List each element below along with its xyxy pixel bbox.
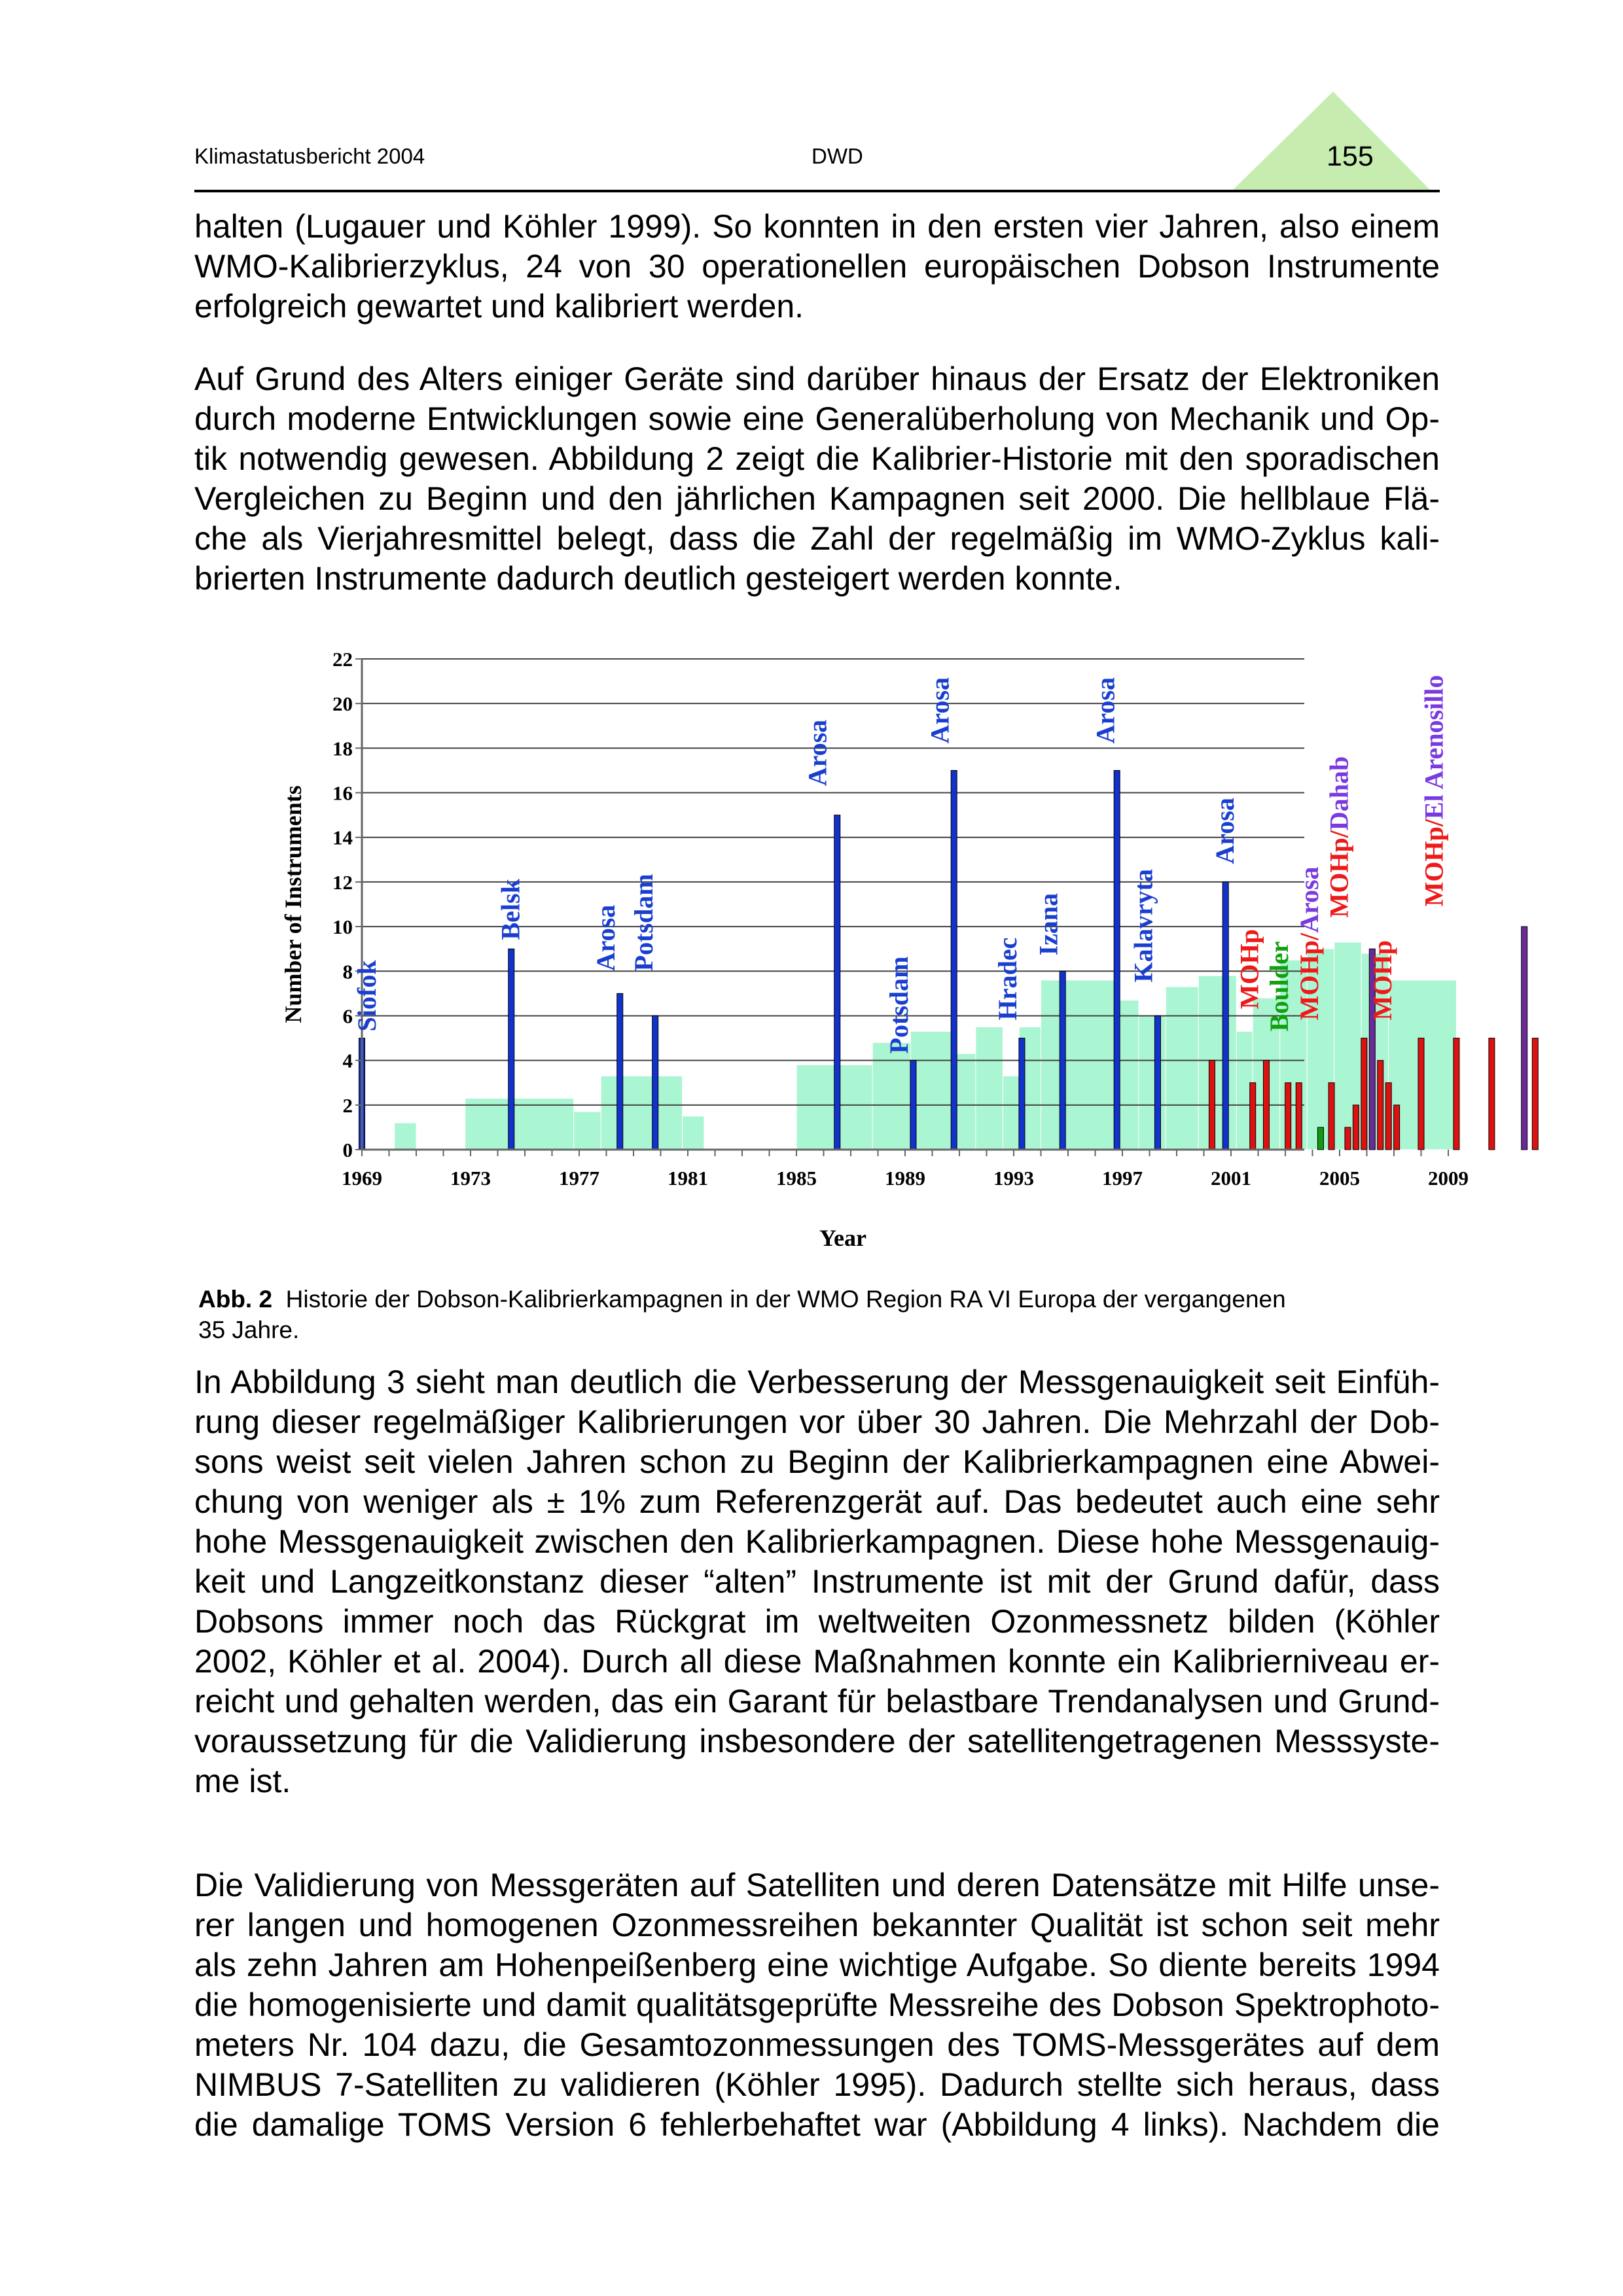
text-line: WMO-Kalibrierzyklus, 24 von 30 operationellen europäischen Dobson Instrumente: [194, 248, 1440, 285]
header-left: Klimastatusbericht 2004: [194, 144, 425, 168]
annotation-label: Potsdam: [884, 956, 914, 1054]
mean-area-segment: [601, 1076, 682, 1150]
text-line: hohe Messgenauigkeit zwischen den Kalibrierkampagnen. Diese hohe Messgenauig-: [194, 1523, 1440, 1560]
text-line: voraussetzung für die Validierung insbesondere der satellitengetragenen Messsyste-: [194, 1723, 1440, 1759]
bar-red: [1454, 1038, 1459, 1150]
bar-blue: [951, 770, 957, 1150]
text-line: che als Vierjahresmittel belegt, dass die Zahl der regelmäßig im WMO-Zyklus kali-: [194, 520, 1440, 557]
y-tick-label: 20: [332, 692, 353, 716]
y-tick-label: 10: [332, 915, 353, 939]
bar-red: [1489, 1038, 1495, 1150]
text-line: rer langen und homogenen Ozonmessreihen bekannter Qualität ist schon seit mehr: [194, 1907, 1440, 1943]
bar-blue: [910, 1061, 916, 1150]
y-tick-label: 0: [342, 1139, 353, 1161]
mean-area-segment: [1041, 980, 1117, 1150]
text-line: erfolgreich gewartet und kalibriert werden.: [194, 288, 804, 325]
bar-blue: [617, 993, 623, 1150]
bar-red: [1394, 1105, 1400, 1150]
mean-area-segment: [910, 1031, 954, 1150]
text-line: Auf Grund des Alters einiger Geräte sind darüber hinaus der Ersatz der Elektroniken: [194, 361, 1440, 397]
annotation-label: Arosa: [590, 904, 620, 972]
y-tick-label: 6: [342, 1004, 353, 1028]
annotation-part: Dahab: [1324, 756, 1354, 831]
bar-red: [1532, 1038, 1538, 1150]
bar-blue: [1019, 1038, 1025, 1150]
bar-blue: [508, 949, 514, 1150]
mean-area-segment: [1166, 987, 1198, 1150]
mean-area-segment: [395, 1123, 416, 1150]
y-tick-label: 4: [342, 1049, 353, 1072]
x-tick-label: 1985: [776, 1167, 817, 1190]
x-tick-label: 2009: [1428, 1167, 1469, 1190]
text-line: Vergleichen zu Beginn und den jährlichen Kampagnen seit 2000. Die hellblaue Flä-: [194, 480, 1440, 517]
y-tick-label: 16: [332, 781, 353, 805]
x-tick-label: 1997: [1102, 1167, 1143, 1190]
annotation-label: Belsk: [495, 879, 526, 940]
page-number: 155: [1327, 141, 1374, 172]
text-line: In Abbildung 3 sieht man deutlich die Verbesserung der Messgenauigkeit seit Einfüh-: [194, 1364, 1440, 1400]
y-tick-label: 14: [332, 826, 353, 849]
caption-line-2: 35 Jahre.: [198, 1316, 300, 1343]
annotation-label: Arosa: [925, 677, 955, 744]
annotation-label: Hradec: [993, 937, 1023, 1021]
y-tick-label: 12: [332, 870, 353, 894]
text-line: chung von weniger als ± 1% zum Referenzgerät auf. Das bedeutet auch eine sehr: [194, 1483, 1440, 1520]
annotation-label: Arosa: [1210, 798, 1240, 864]
bar-red: [1250, 1083, 1256, 1150]
text-line: brierten Instrumente dadurch deutlich gesteigert werden konnte.: [194, 560, 1122, 597]
x-tick-label: 1977: [559, 1167, 599, 1190]
bar-red: [1361, 1038, 1367, 1150]
y-tick-label: 2: [342, 1093, 353, 1117]
header-center: DWD: [812, 144, 863, 168]
mean-area-segment: [872, 1042, 910, 1150]
x-tick-label: 1969: [342, 1167, 382, 1190]
bar-red: [1353, 1105, 1359, 1150]
paragraph-3: [194, 1362, 1440, 1801]
mean-area-segment: [683, 1116, 704, 1150]
text-line: keit und Langzeitkonstanz dieser “alten” Instrumente ist mit der Grund dafür, dass: [194, 1563, 1440, 1600]
mean-area-segment: [976, 1027, 1003, 1150]
y-axis-title: Number of Instruments: [280, 785, 306, 1023]
bar-red: [1345, 1127, 1351, 1150]
text-line: die damalige TOMS Version 6 fehlerbehaftet war (Abbildung 4 links). Nachdem die: [194, 2106, 1440, 2143]
bar-blue: [834, 815, 840, 1150]
annotation-label: Potsdam: [629, 874, 659, 972]
text-line: tik notwendig gewesen. Abbildung 2 zeigt die Kalibrier-Historie mit den sporadischen: [194, 440, 1440, 477]
paragraph-4: [194, 1865, 1440, 2145]
y-tick-label: 8: [342, 960, 353, 983]
annotation-part: MOHp/: [1324, 830, 1354, 918]
caption-line-1: [198, 1284, 1442, 1315]
text-line: meters Nr. 104 dazu, die Gesamtozonmessungen des TOMS-Messgerätes auf dem: [194, 2026, 1440, 2063]
annotation-label: Izana: [1033, 892, 1063, 956]
annotation-label: Arosa: [802, 719, 832, 786]
bar-blue: [1060, 971, 1065, 1150]
bar-red: [1285, 1083, 1291, 1150]
y-tick-label: 22: [332, 648, 353, 671]
mean-area-segment: [465, 1099, 574, 1150]
annotation-label: MOHp: [1234, 928, 1264, 1010]
annotation-label: [1294, 866, 1324, 1020]
bar-blue: [1222, 882, 1228, 1150]
bar-green: [1317, 1127, 1323, 1150]
annotation-label: [1324, 756, 1353, 918]
text-line: durch moderne Entwicklungen sowie eine Generalüberholung von Mechanik und Op-: [194, 400, 1440, 437]
mean-area-segment: [1198, 976, 1236, 1150]
bar-red: [1296, 1083, 1302, 1150]
bar-red: [1385, 1083, 1391, 1150]
annotation-label: Siofok: [351, 960, 382, 1032]
bar-red: [1418, 1038, 1424, 1150]
bar-blue: [1154, 1016, 1160, 1150]
annotation-label: [1419, 675, 1449, 907]
text-line: me ist.: [194, 1763, 291, 1799]
x-tick-label: 1973: [450, 1167, 491, 1190]
mean-area-segment: [574, 1112, 601, 1150]
bar-red: [1378, 1061, 1383, 1150]
bar-red: [1263, 1061, 1269, 1150]
caption-text: Historie der Dobson-Kalibrierkampagnen in der WMO Region RA VI Europa der vergangenen: [285, 1286, 1286, 1313]
text-line: als zehn Jahren am Hohenpeißenberg eine wichtige Aufgabe. So diente bereits 1994: [194, 1947, 1440, 1983]
figure-caption: [198, 1284, 1442, 1345]
bar-blue: [652, 1016, 658, 1150]
x-tick-label: 1989: [885, 1167, 925, 1190]
text-line: reicht und gehalten werden, das ein Garant für belastbare Trendanalysen und Grund-: [194, 1683, 1440, 1720]
x-tick-label: 1981: [668, 1167, 708, 1190]
annotation-part: MOHp/: [1294, 932, 1324, 1021]
x-tick-label: 1993: [993, 1167, 1034, 1190]
text-line: rung dieser regelmäßiger Kalibrierungen vor über 30 Jahren. Die Mehrzahl der Dob-: [194, 1404, 1440, 1440]
bar-purple: [1522, 927, 1527, 1150]
x-tick-label: 2001: [1211, 1167, 1251, 1190]
annotation-label: MOHp: [1367, 940, 1397, 1021]
annotation-label: Arosa: [1090, 677, 1120, 744]
text-line: halten (Lugauer und Köhler 1999). So konnten in den ersten vier Jahren, also einem: [194, 208, 1440, 245]
caption-label: Abb. 2: [198, 1286, 273, 1313]
annotation-part: El Arenosillo: [1419, 675, 1449, 820]
text-line: Die Validierung von Messgeräten auf Satelliten und deren Datensätze mit Hilfe unse-: [194, 1867, 1440, 1903]
x-tick-label: 2005: [1319, 1167, 1360, 1190]
bar-red: [1329, 1083, 1334, 1150]
x-axis-title: Year: [819, 1225, 866, 1251]
text-line: NIMBUS 7-Satelliten zu validieren (Köhler 1995). Dadurch stellte sich heraus, dass: [194, 2066, 1440, 2103]
y-tick-label: 18: [332, 737, 353, 760]
annotation-part: MOHp/: [1419, 819, 1449, 907]
text-line: sons weist seit vielen Jahren schon zu Beginn der Kalibrierkampagnen eine Abwei-: [194, 1443, 1440, 1480]
annotation-part: Arosa: [1294, 866, 1324, 933]
mean-area-segment: [1139, 1016, 1166, 1150]
text-line: Dobsons immer noch das Rückgrat im weltweiten Ozonmessnetz bilden (Köhler: [194, 1603, 1440, 1640]
text-line: die homogenisierte und damit qualitätsgeprüfte Messreihe des Dobson Spektrophoto-: [194, 1987, 1440, 2023]
mean-area-segment: [1003, 1076, 1019, 1150]
text-line: 2002, Köhler et al. 2004). Durch all diese Maßnahmen konnte ein Kalibrierniveau er-: [194, 1643, 1440, 1680]
annotation-label: Kalavryta: [1128, 869, 1158, 983]
annotation-label: Boulder: [1264, 941, 1294, 1032]
bar-blue: [1114, 770, 1120, 1150]
bar-red: [1209, 1061, 1215, 1150]
